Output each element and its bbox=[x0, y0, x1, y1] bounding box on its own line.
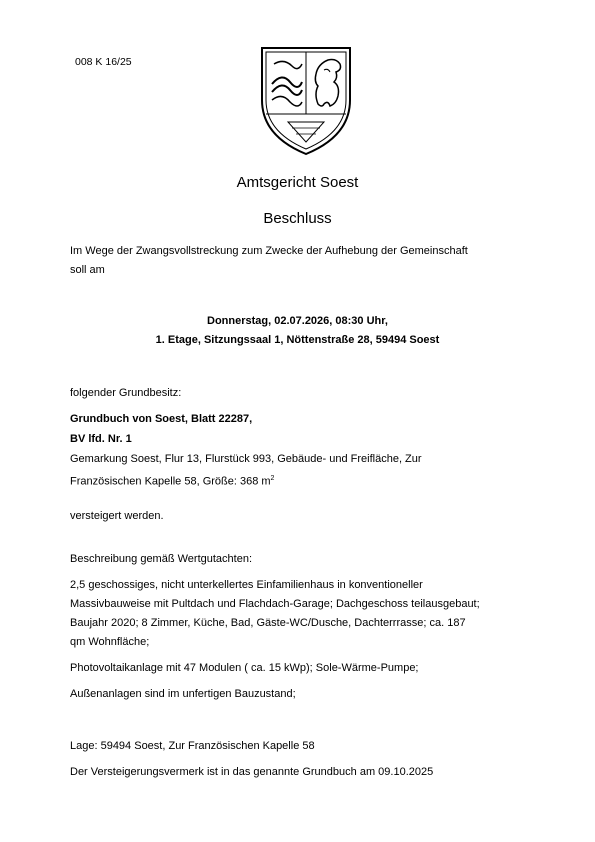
description-solar: Photovoltaikanlage mit 47 Modulen ( ca. 15 kWp); Sole-Wärme-Pumpe; bbox=[70, 662, 419, 674]
document-title: Beschluss bbox=[263, 210, 332, 227]
property-details-line-1: Gemarkung Soest, Flur 13, Flurstück 993, Gebäude- und Freifläche, Zur bbox=[70, 453, 422, 465]
auction-statement: versteigert werden. bbox=[70, 510, 164, 522]
description-line-4: qm Wohnfläche; bbox=[70, 636, 150, 648]
bv-number: BV lfd. Nr. 1 bbox=[70, 433, 132, 445]
appointment-datetime: Donnerstag, 02.07.2026, 08:30 Uhr, bbox=[207, 315, 388, 327]
property-size-text: Französischen Kapelle 58, Größe: 368 m bbox=[70, 475, 271, 488]
appointment-location: 1. Etage, Sitzungssaal 1, Nöttenstraße 28, 59494 Soest bbox=[155, 334, 440, 346]
description-line-1: 2,5 geschossiges, nicht unterkellertes Einfamilienhaus in konventioneller bbox=[70, 579, 423, 591]
intro-line-2: soll am bbox=[70, 264, 105, 276]
property-location: Lage: 59494 Soest, Zur Französischen Kapelle 58 bbox=[70, 740, 315, 752]
description-exterior: Außenanlagen sind im unfertigen Bauzustand; bbox=[70, 688, 296, 700]
property-details-line-2 bbox=[70, 469, 274, 492]
description-line-3: Baujahr 2020; 8 Zimmer, Küche, Bad, Gäste-WC/Dusche, Dachterrrasse; ca. 187 bbox=[70, 617, 466, 629]
coat-of-arms-icon bbox=[258, 44, 354, 156]
court-name: Amtsgericht Soest bbox=[236, 174, 359, 191]
register-note: Der Versteigerungsvermerk ist in das genannte Grundbuch am 09.10.2025 bbox=[70, 766, 434, 778]
description-line-2: Massivbauweise mit Pultdach und Flachdach-Garage; Dachgeschoss teilausgebaut; bbox=[70, 598, 480, 610]
description-heading: Beschreibung gemäß Wertgutachten: bbox=[70, 553, 253, 565]
intro-line-1: Im Wege der Zwangsvollstreckung zum Zwecke der Aufhebung der Gemeinschaft bbox=[70, 245, 468, 257]
area-unit-superscript: 2 bbox=[270, 475, 275, 482]
case-reference: 008 K 16/25 bbox=[75, 56, 132, 68]
land-register: Grundbuch von Soest, Blatt 22287, bbox=[70, 413, 253, 425]
property-intro: folgender Grundbesitz: bbox=[70, 387, 182, 399]
